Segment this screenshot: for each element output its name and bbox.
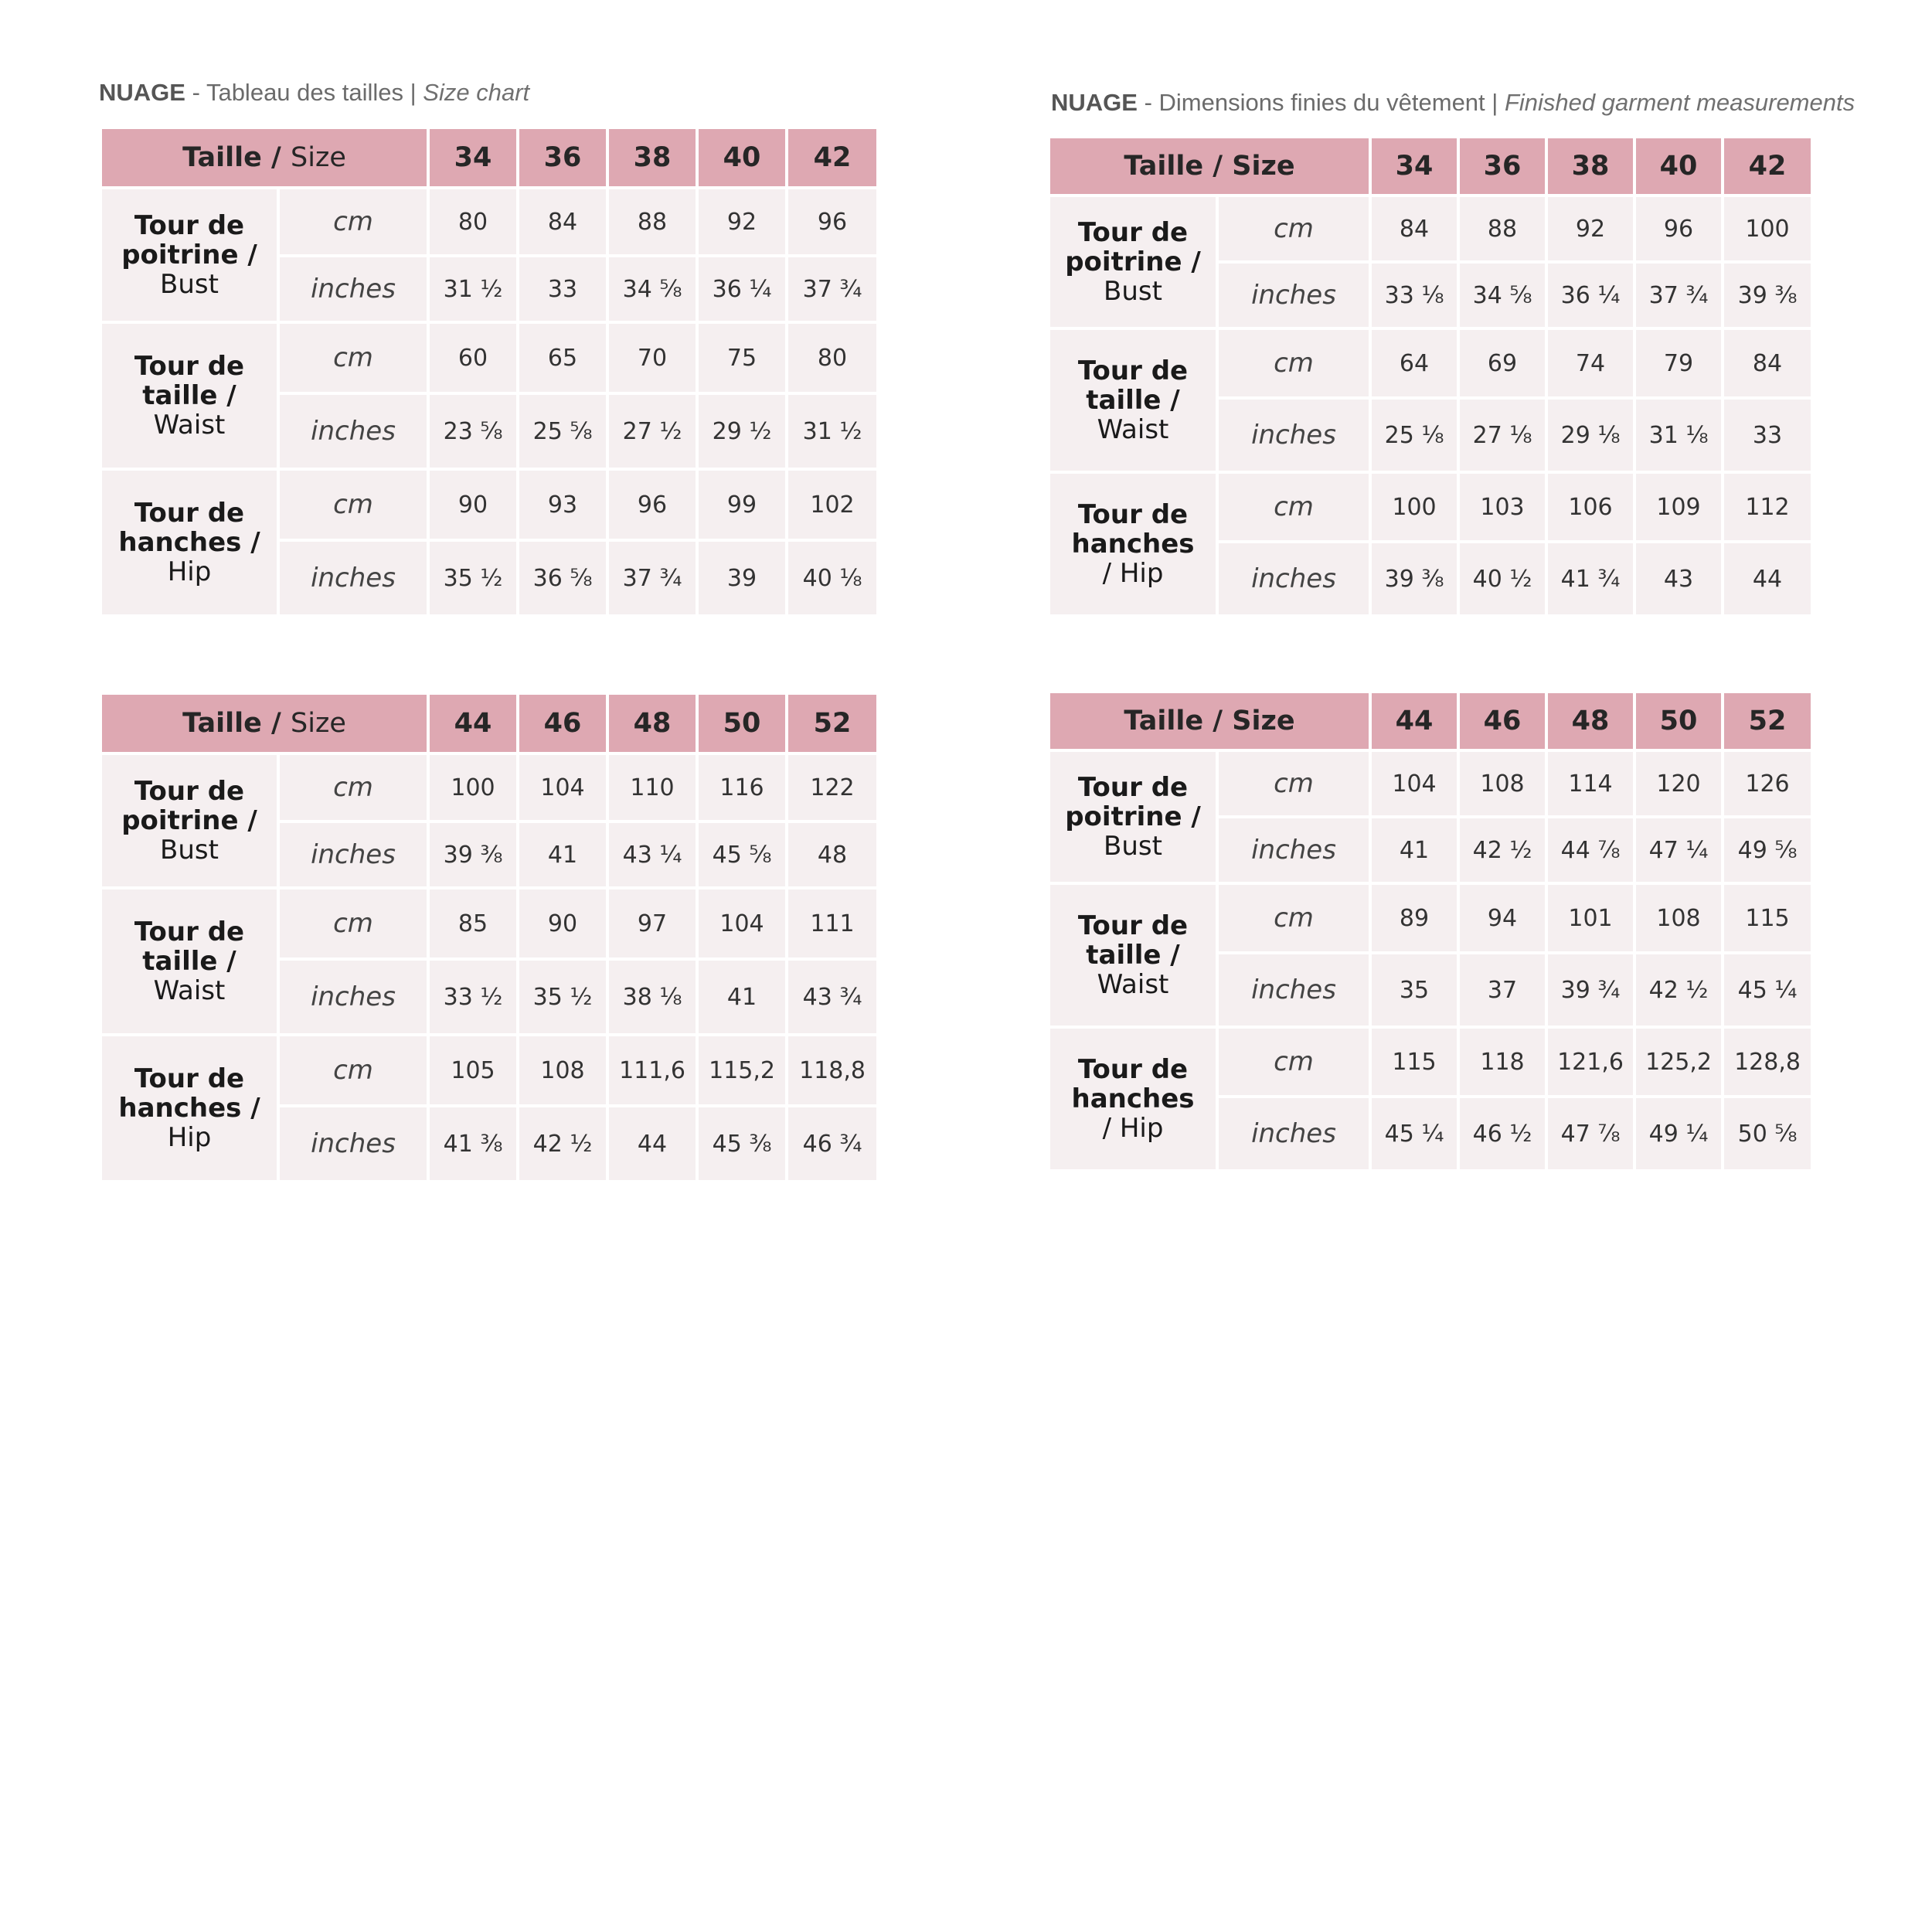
waist-cm-row — [100, 888, 878, 959]
size-column-header: 40 — [697, 128, 787, 188]
value-cell: 100 — [1723, 196, 1812, 262]
value-cell: 94 — [1458, 883, 1546, 953]
finished-measurements-caption — [1051, 89, 1855, 117]
value-cell: 50 ⅝ — [1723, 1097, 1812, 1171]
value-cell: 74 — [1546, 328, 1634, 398]
value-cell: 126 — [1723, 750, 1812, 817]
value-cell: 120 — [1634, 750, 1723, 817]
unit-cm: cm — [278, 753, 428, 821]
bust-cm-row — [1049, 196, 1812, 262]
size-column-header: 42 — [787, 128, 878, 188]
value-cell: 112 — [1723, 472, 1812, 542]
value-cell: 111,6 — [607, 1035, 697, 1106]
value-cell: 80 — [428, 188, 518, 256]
value-cell: 104 — [518, 753, 607, 821]
size-column-header: 52 — [1723, 692, 1812, 750]
hip-label-fr: Tour de hanches — [1071, 1054, 1195, 1114]
value-cell: 104 — [697, 888, 787, 959]
value-cell: 96 — [787, 188, 878, 256]
value-cell: 115 — [1370, 1027, 1458, 1097]
value-cell: 101 — [1546, 883, 1634, 953]
size-column-header: 52 — [787, 693, 878, 753]
value-cell: 103 — [1458, 472, 1546, 542]
value-cell: 37 ¾ — [607, 540, 697, 616]
bust-cm-row — [1049, 750, 1812, 817]
value-cell: 31 ½ — [787, 393, 878, 469]
header-slash: / — [1203, 706, 1233, 736]
unit-cm: cm — [278, 188, 428, 256]
value-cell: 37 — [1458, 953, 1546, 1027]
value-cell: 65 — [518, 322, 607, 393]
value-cell: 108 — [1458, 750, 1546, 817]
waist-label-fr: Tour de taille / — [1077, 355, 1189, 416]
waist-label — [100, 888, 278, 1035]
waist-label-en: Waist — [153, 975, 226, 1006]
size-column-header: 38 — [607, 128, 697, 188]
caption-divider: | — [1485, 89, 1505, 116]
value-cell: 79 — [1634, 328, 1723, 398]
unit-inches: inches — [1217, 1097, 1370, 1171]
value-cell: 106 — [1546, 472, 1634, 542]
caption-title-en: Size chart — [423, 79, 530, 106]
value-cell: 47 ¼ — [1634, 817, 1723, 883]
hip-label — [1049, 472, 1217, 616]
unit-inches: inches — [278, 393, 428, 469]
unit-cm: cm — [1217, 750, 1370, 817]
value-cell: 39 ¾ — [1546, 953, 1634, 1027]
value-cell: 90 — [518, 888, 607, 959]
value-cell: 45 ¼ — [1723, 953, 1812, 1027]
unit-cm: cm — [1217, 472, 1370, 542]
value-cell: 121,6 — [1546, 1027, 1634, 1097]
size-header-cell — [1049, 137, 1370, 196]
size-column-header: 34 — [428, 128, 518, 188]
bust-label-fr: Tour de poitrine / — [121, 210, 257, 270]
size-chart-caption — [99, 79, 529, 107]
value-cell: 25 ⅛ — [1370, 398, 1458, 472]
value-cell: 105 — [428, 1035, 518, 1106]
value-cell: 88 — [607, 188, 697, 256]
size-column-header: 48 — [1546, 692, 1634, 750]
size-label: Size — [1232, 151, 1295, 182]
header-row — [1049, 137, 1812, 196]
unit-inches: inches — [278, 540, 428, 616]
value-cell: 36 ¼ — [697, 256, 787, 322]
unit-inches: inches — [1217, 542, 1370, 616]
unit-inches: inches — [1217, 398, 1370, 472]
brand-name: NUAGE — [99, 79, 185, 106]
value-cell: 45 ⅜ — [697, 1106, 787, 1182]
size-label: Size — [291, 708, 346, 739]
caption-title-en: Finished garment measurements — [1504, 89, 1855, 116]
value-cell: 70 — [607, 322, 697, 393]
waist-label-fr: Tour de taille / — [134, 351, 245, 411]
value-cell: 109 — [1634, 472, 1723, 542]
waist-label — [100, 322, 278, 469]
hip-label-en: Hip — [167, 1122, 212, 1153]
size-column-header: 46 — [518, 693, 607, 753]
value-cell: 115,2 — [697, 1035, 787, 1106]
value-cell: 27 ⅛ — [1458, 398, 1546, 472]
value-cell: 36 ⅝ — [518, 540, 607, 616]
size-column-header: 46 — [1458, 692, 1546, 750]
value-cell: 33 ½ — [428, 959, 518, 1035]
caption-divider: | — [403, 79, 423, 106]
unit-inches: inches — [1217, 953, 1370, 1027]
value-cell: 34 ⅝ — [607, 256, 697, 322]
value-cell: 122 — [787, 753, 878, 821]
value-cell: 48 — [787, 821, 878, 888]
taille-label: Taille — [1124, 706, 1204, 736]
value-cell: 31 ⅛ — [1634, 398, 1723, 472]
unit-cm: cm — [278, 469, 428, 540]
value-cell: 84 — [518, 188, 607, 256]
unit-inches: inches — [278, 959, 428, 1035]
size-column-header: 44 — [428, 693, 518, 753]
size-column-header: 42 — [1723, 137, 1812, 196]
value-cell: 108 — [1634, 883, 1723, 953]
value-cell: 69 — [1458, 328, 1546, 398]
value-cell: 40 ½ — [1458, 542, 1546, 616]
header-row — [100, 128, 878, 188]
bust-label-fr: Tour de poitrine / — [1065, 217, 1201, 277]
value-cell: 42 ½ — [1458, 817, 1546, 883]
value-cell: 29 ½ — [697, 393, 787, 469]
size-column-header: 50 — [1634, 692, 1723, 750]
value-cell: 49 ¼ — [1634, 1097, 1723, 1171]
taille-label: Taille — [182, 708, 262, 739]
value-cell: 38 ⅛ — [607, 959, 697, 1035]
bust-label — [100, 753, 278, 888]
size-header-cell — [1049, 692, 1370, 750]
size-column-header: 38 — [1546, 137, 1634, 196]
caption-title-fr: Dimensions finies du vêtement — [1158, 89, 1485, 116]
taille-label: Taille — [1124, 151, 1204, 182]
size-column-header: 50 — [697, 693, 787, 753]
size-header-cell — [100, 128, 428, 188]
waist-label-en: Waist — [1097, 414, 1169, 445]
value-cell: 114 — [1546, 750, 1634, 817]
value-cell: 43 — [1634, 542, 1723, 616]
bust-label-en: Bust — [1104, 831, 1162, 862]
value-cell: 84 — [1723, 328, 1812, 398]
size-header-cell — [100, 693, 428, 753]
hip-label-en: / Hip — [1102, 1113, 1164, 1144]
unit-cm: cm — [278, 322, 428, 393]
waist-label-fr: Tour de taille / — [1077, 910, 1189, 971]
value-cell: 104 — [1370, 750, 1458, 817]
value-cell: 85 — [428, 888, 518, 959]
unit-inches: inches — [1217, 817, 1370, 883]
bust-label-fr: Tour de poitrine / — [121, 776, 257, 836]
value-cell: 41 — [697, 959, 787, 1035]
hip-label — [100, 469, 278, 616]
value-cell: 100 — [1370, 472, 1458, 542]
unit-inches: inches — [1217, 262, 1370, 328]
finished-table-34-42 — [1047, 135, 1814, 617]
value-cell: 47 ⅞ — [1546, 1097, 1634, 1171]
value-cell: 111 — [787, 888, 878, 959]
unit-cm: cm — [1217, 196, 1370, 262]
size-column-header: 36 — [1458, 137, 1546, 196]
hip-label — [100, 1035, 278, 1182]
caption-separator: - — [1137, 89, 1159, 116]
value-cell: 84 — [1370, 196, 1458, 262]
hip-label-en: Hip — [167, 556, 212, 587]
value-cell: 35 — [1370, 953, 1458, 1027]
value-cell: 41 ⅜ — [428, 1106, 518, 1182]
value-cell: 40 ⅛ — [787, 540, 878, 616]
bust-cm-row — [100, 753, 878, 821]
hip-cm-row — [100, 469, 878, 540]
bust-label-en: Bust — [1104, 276, 1162, 307]
hip-cm-row — [1049, 1027, 1812, 1097]
value-cell: 39 ⅜ — [428, 821, 518, 888]
value-cell: 41 — [518, 821, 607, 888]
unit-cm: cm — [1217, 883, 1370, 953]
size-column-header: 36 — [518, 128, 607, 188]
value-cell: 33 — [518, 256, 607, 322]
header-row — [1049, 692, 1812, 750]
header-slash: / — [261, 708, 291, 739]
value-cell: 33 ⅛ — [1370, 262, 1458, 328]
bust-label-en: Bust — [160, 835, 219, 866]
size-label: Size — [291, 142, 346, 173]
value-cell: 41 ¾ — [1546, 542, 1634, 616]
hip-label-fr: Tour de hanches / — [118, 1063, 260, 1124]
value-cell: 80 — [787, 322, 878, 393]
hip-cm-row — [1049, 472, 1812, 542]
finished-table-44-52 — [1047, 690, 1814, 1172]
size-chart-table-44-52 — [99, 692, 879, 1183]
taille-label: Taille — [182, 142, 262, 173]
value-cell: 118 — [1458, 1027, 1546, 1097]
waist-cm-row — [100, 322, 878, 393]
value-cell: 31 ½ — [428, 256, 518, 322]
caption-separator: - — [185, 79, 206, 106]
value-cell: 46 ½ — [1458, 1097, 1546, 1171]
value-cell: 90 — [428, 469, 518, 540]
unit-cm: cm — [278, 888, 428, 959]
waist-label — [1049, 883, 1217, 1027]
waist-cm-row — [1049, 328, 1812, 398]
value-cell: 25 ⅝ — [518, 393, 607, 469]
waist-label-en: Waist — [1097, 969, 1169, 1000]
value-cell: 128,8 — [1723, 1027, 1812, 1097]
size-column-header: 34 — [1370, 137, 1458, 196]
value-cell: 39 — [697, 540, 787, 616]
hip-label-en: / Hip — [1102, 558, 1164, 589]
brand-name: NUAGE — [1051, 89, 1138, 116]
value-cell: 35 ½ — [428, 540, 518, 616]
value-cell: 39 ⅜ — [1723, 262, 1812, 328]
bust-cm-row — [100, 188, 878, 256]
value-cell: 93 — [518, 469, 607, 540]
hip-label-fr: Tour de hanches / — [118, 498, 260, 558]
value-cell: 100 — [428, 753, 518, 821]
unit-inches: inches — [278, 1106, 428, 1182]
value-cell: 39 ⅜ — [1370, 542, 1458, 616]
value-cell: 27 ½ — [607, 393, 697, 469]
value-cell: 43 ¼ — [607, 821, 697, 888]
value-cell: 37 ¾ — [787, 256, 878, 322]
header-row — [100, 693, 878, 753]
value-cell: 110 — [607, 753, 697, 821]
caption-title-fr: Tableau des tailles — [206, 79, 404, 106]
value-cell: 89 — [1370, 883, 1458, 953]
value-cell: 42 ½ — [518, 1106, 607, 1182]
value-cell: 116 — [697, 753, 787, 821]
value-cell: 45 ⅝ — [697, 821, 787, 888]
hip-label — [1049, 1027, 1217, 1171]
bust-label-fr: Tour de poitrine / — [1065, 772, 1201, 832]
value-cell: 64 — [1370, 328, 1458, 398]
value-cell: 29 ⅛ — [1546, 398, 1634, 472]
bust-label-en: Bust — [160, 269, 219, 300]
unit-cm: cm — [1217, 1027, 1370, 1097]
value-cell: 44 — [1723, 542, 1812, 616]
value-cell: 97 — [607, 888, 697, 959]
bust-label — [100, 188, 278, 322]
hip-label-fr: Tour de hanches — [1071, 499, 1195, 560]
value-cell: 35 ½ — [518, 959, 607, 1035]
value-cell: 33 — [1723, 398, 1812, 472]
value-cell: 46 ¾ — [787, 1106, 878, 1182]
waist-label-en: Waist — [153, 410, 226, 440]
value-cell: 125,2 — [1634, 1027, 1723, 1097]
value-cell: 92 — [1546, 196, 1634, 262]
value-cell: 37 ¾ — [1634, 262, 1723, 328]
value-cell: 118,8 — [787, 1035, 878, 1106]
waist-label — [1049, 328, 1217, 472]
value-cell: 23 ⅝ — [428, 393, 518, 469]
hip-cm-row — [100, 1035, 878, 1106]
value-cell: 99 — [697, 469, 787, 540]
value-cell: 43 ¾ — [787, 959, 878, 1035]
header-slash: / — [1203, 151, 1233, 182]
value-cell: 108 — [518, 1035, 607, 1106]
waist-cm-row — [1049, 883, 1812, 953]
size-column-header: 44 — [1370, 692, 1458, 750]
bust-label — [1049, 750, 1217, 883]
value-cell: 49 ⅝ — [1723, 817, 1812, 883]
value-cell: 75 — [697, 322, 787, 393]
size-label: Size — [1232, 706, 1295, 736]
unit-cm: cm — [278, 1035, 428, 1106]
size-chart-table-34-42 — [99, 126, 879, 617]
value-cell: 34 ⅝ — [1458, 262, 1546, 328]
value-cell: 96 — [607, 469, 697, 540]
value-cell: 44 ⅞ — [1546, 817, 1634, 883]
value-cell: 41 — [1370, 817, 1458, 883]
size-column-header: 48 — [607, 693, 697, 753]
value-cell: 88 — [1458, 196, 1546, 262]
value-cell: 45 ¼ — [1370, 1097, 1458, 1171]
value-cell: 60 — [428, 322, 518, 393]
unit-inches: inches — [278, 256, 428, 322]
value-cell: 42 ½ — [1634, 953, 1723, 1027]
value-cell: 92 — [697, 188, 787, 256]
header-slash: / — [261, 142, 291, 173]
unit-inches: inches — [278, 821, 428, 888]
value-cell: 102 — [787, 469, 878, 540]
size-column-header: 40 — [1634, 137, 1723, 196]
value-cell: 115 — [1723, 883, 1812, 953]
bust-label — [1049, 196, 1217, 328]
value-cell: 96 — [1634, 196, 1723, 262]
unit-cm: cm — [1217, 328, 1370, 398]
value-cell: 36 ¼ — [1546, 262, 1634, 328]
waist-label-fr: Tour de taille / — [134, 917, 245, 977]
value-cell: 44 — [607, 1106, 697, 1182]
